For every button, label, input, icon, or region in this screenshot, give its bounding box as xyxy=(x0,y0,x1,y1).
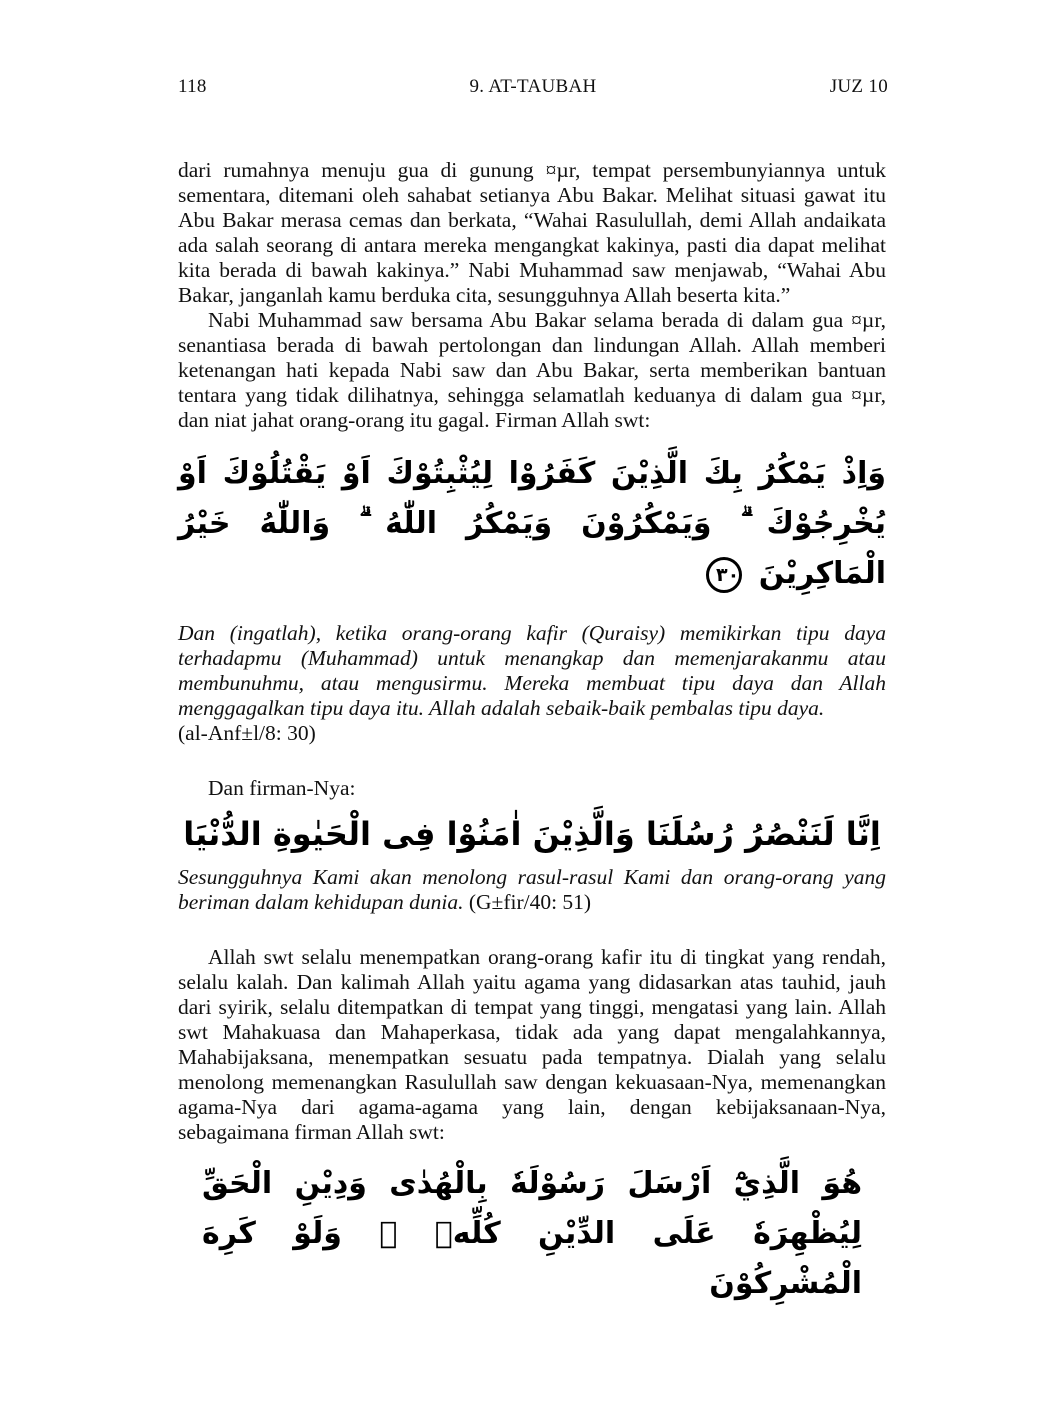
paragraph-1: dari rumahnya menuju gua di gunung ¤µr, tempat persembunyiannya untuk sementara, ditemani oleh sahabat setianya Abu Bakar. Melihat situasi gawat itu Abu Bakar merasa cemas dan berkata, “Wahai Rasulullah, demi Allah andaikata ada salah seorang di antara mereka mengangkat kakinya, pasti dia dapat melihat kita berada di bawah kakinya.” Nabi Muhammad saw menjawab, “Wahai Abu Bakar, janganlah kamu berduka cita, sesungguhnya Allah beserta kita.” xyxy=(178,158,886,307)
arabic-verse-2: اِنَّا لَنَنْصُرُ رُسُلَنَا وَالَّذِيْنَ اٰمَنُوْا فِى الْحَيٰوةِ الدُّنْيَا xyxy=(183,815,881,853)
page-body xyxy=(178,158,886,1309)
juz-label: JUZ 10 xyxy=(829,76,888,97)
page-number: 118 xyxy=(178,76,207,97)
arabic-verse-1-text: وَاِذْ يَمْكُرُ بِكَ الَّذِيْنَ كَفَرُوْا لِيُثْبِتُوْكَ اَوْ يَقْتُلُوْكَ اَوْ يُخْرِجُوْكَ ۗ وَيَمْكُرُوْنَ وَيَمْكُرُ اللّٰهُ ۗ وَاللّٰهُ خَيْرُ الْمَاكِرِيْنَ xyxy=(178,456,886,591)
paragraph-3: Allah swt selalu menempatkan orang-orang kafir itu di tingkat yang rendah, selalu kalah. Dan kalimah Allah yaitu agama yang didasarkan atas tauhid, jauh dari syirik, selalu ditempatkan di tempat yang tinggi, mengatasi yang lain. Allah swt Mahakuasa dan Mahaperkasa, tidak ada yang dapat mengalahkannya, Mahabijaksana, menempatkan sesuatu pada tempatnya. Dialah yang selalu menolong memenangkan Rasulullah saw dengan kekuasaan-Nya, memenangkan agama-Nya dari agama-agama yang lain, dengan kebijaksanaan-Nya, sebagaimana firman Allah swt: xyxy=(178,945,886,1144)
ayah-number-marker: ٣٠ xyxy=(706,557,742,593)
verse-1-reference: (al-Anf±l/8: 30) xyxy=(178,721,316,745)
paragraph-2: Nabi Muhammad saw bersama Abu Bakar selama berada di dalam gua ¤µr, senantiasa berada di bawah pertolongan dan lindungan Allah. Allah memberi ketenangan hati kepada Nabi saw dan Abu Bakar, serta memberikan bantuan tentara yang tidak dilihatnya, sehingga selamatlah keduanya di dalam gua ¤µr, dan niat jahat orang-orang itu gagal. Firman Allah swt: xyxy=(178,308,886,432)
verse-1-translation xyxy=(178,621,886,721)
verse-2-translation-text: Sesungguhnya Kami akan menolong rasul-rasul Kami dan orang-orang yang beriman dalam kehidupan dunia. xyxy=(178,865,886,914)
verse-2-translation-block xyxy=(178,865,886,915)
verse-2-reference: (G±fir/40: 51) xyxy=(468,890,592,914)
verse-1-translation-text: Dan (ingatlah), ketika orang-orang kafir (Quraisy) memikirkan tipu daya terhadapmu (Muhammad) untuk menangkap dan memenjarakanmu atau membunuhmu, atau mengusirmu. Mereka membuat tipu daya dan Allah menggagalkan tipu daya itu. Allah adalah sebaik-baik pembalas tipu daya. xyxy=(178,621,886,720)
page-header xyxy=(178,76,888,102)
arabic-verse-3: هُوَ الَّذِيْٓ اَرْسَلَ رَسُوْلَهٗ بِالْهُدٰى وَدِيْنِ الْحَقِّ لِيُظْهِرَهٗ عَلَى الدِّيْنِ كُلِّهٖ ۙ وَلَوْ كَرِهَ الْمُشْرِكُوْنَ xyxy=(202,1166,862,1301)
surah-title: 9. AT-TAUBAH xyxy=(469,76,597,97)
intro-text: Dan firman-Nya: xyxy=(208,776,356,800)
arabic-verse-1 xyxy=(178,449,886,599)
